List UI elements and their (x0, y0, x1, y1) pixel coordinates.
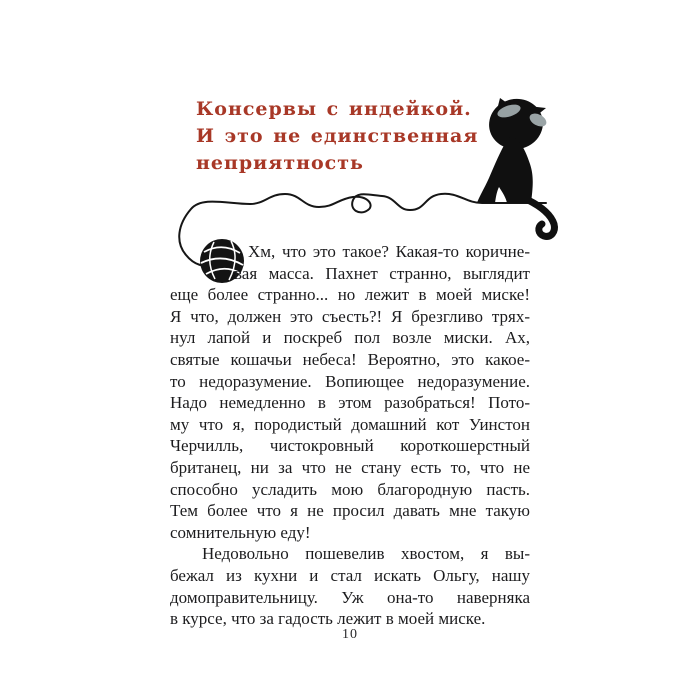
text-line: Тем более что я не просил давать мне такую (170, 501, 530, 521)
body-text (170, 241, 530, 630)
text-line: еще более странно... но лежит в моей миске! (170, 285, 530, 305)
chapter-title-line: И это не единственная (196, 125, 479, 147)
chapter-title-line: неприятность (196, 152, 364, 174)
text-line: му что я, породистый домашний кот Уинстон (170, 414, 530, 434)
text-line: в курсе, что за гадость лежит в моей миске. (170, 609, 486, 629)
text-line: вая масса. Пахнет странно, выглядит (234, 263, 530, 283)
text-line: Я что, должен это съесть?! Я брезгливо трях- (170, 306, 530, 326)
text-line: Хм, что это такое? Какая-то коричне- (248, 242, 530, 261)
text-line: святые кошачьи небеса! Вероятно, это какое- (170, 349, 530, 369)
text-line: Черчилль, чистокровный короткошерстный (170, 436, 530, 456)
text-line: Надо немедленно в этом разобраться! Пото- (170, 393, 530, 413)
text-line: Недовольно пошевелив хвостом, я вы- (202, 544, 530, 564)
text-line: нул лапой и поскреб пол возле миски. Ах, (170, 328, 530, 348)
chapter-title-line: Консервы с индейкой. (196, 98, 472, 120)
black-cat-icon (450, 88, 570, 248)
text-line: способно усладить мою благородную пасть. (170, 479, 530, 499)
chapter-title (196, 96, 478, 177)
text-line: сомнительную еду! (170, 522, 311, 542)
page-number: 10 (342, 627, 358, 642)
text-line: домоправительницу. Уж она-то наверняка (170, 587, 530, 607)
text-line: британец, ни за что не стану есть то, что не (170, 457, 530, 477)
text-line: бежал из кухни и стал искать Ольгу, нашу (170, 565, 530, 585)
text-line: то недоразумение. Вопиющее недоразумение. (170, 371, 530, 391)
